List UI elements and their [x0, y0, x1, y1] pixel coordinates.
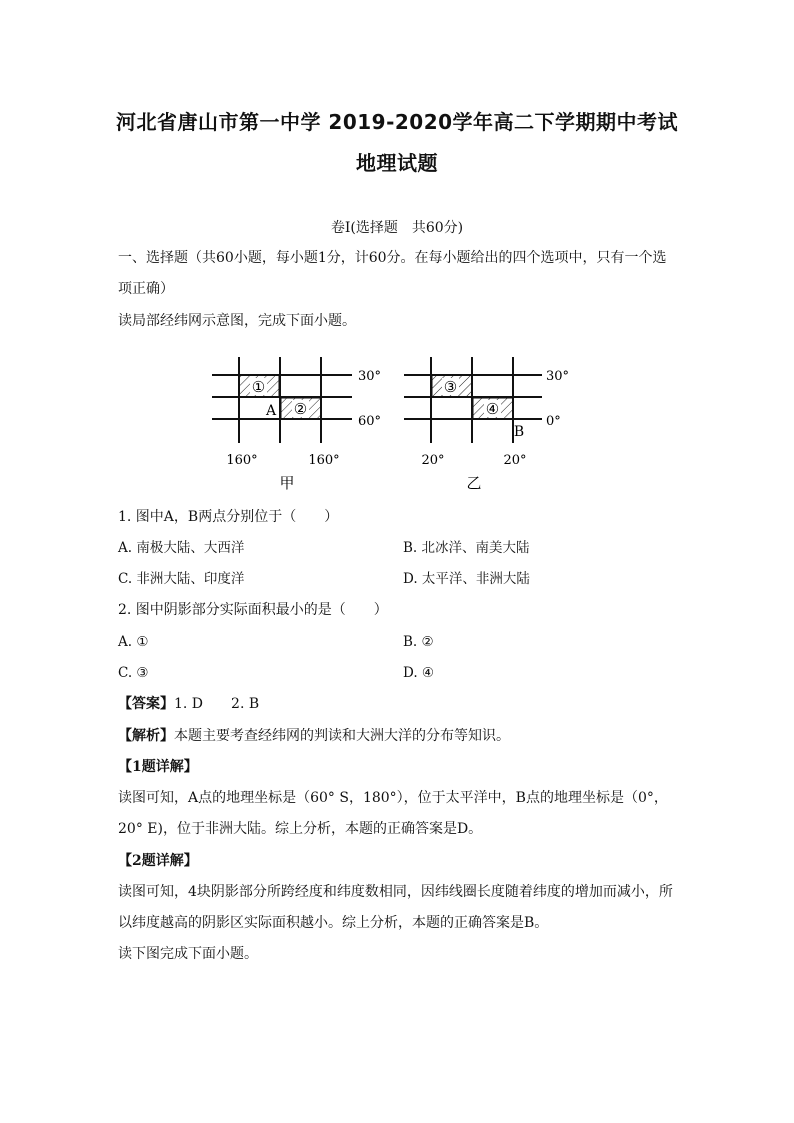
detail-1-label: 【1题详解】	[118, 759, 198, 775]
answer-label: 【答案】	[118, 696, 174, 712]
diagram-jia	[212, 357, 381, 492]
diagram-yi	[404, 357, 569, 492]
detail-2-line2: 以纬度越高的阴影区实际面积越小。综上分析，本题的正确答案是B。	[118, 915, 549, 931]
read-map-instruction: 读局部经纬网示意图，完成下面小题。	[118, 313, 356, 329]
graticule-figure	[0, 345, 794, 495]
question-2-option-a: A. ①	[118, 634, 149, 650]
instructions-line2: 项正确）	[118, 281, 174, 297]
cell-label-2: ②	[293, 400, 308, 418]
lon-label-left: 160°	[226, 453, 258, 468]
cell-label-1: ①	[251, 378, 266, 396]
question-2-option-b: B. ②	[403, 634, 434, 650]
point-label-b: B	[513, 424, 525, 440]
lon-label-right-yi: 20°	[503, 453, 527, 468]
lat-label-30: 30°	[358, 369, 382, 384]
detail-2-label: 【2题详解】	[118, 853, 198, 869]
question-1-option-a: A. 南极大陆、大西洋	[118, 540, 245, 556]
detail-1-line1: 读图可知，A点的地理坐标是（60° S，180°），位于太平洋中，B点的地理坐标是（0°，	[118, 790, 668, 806]
document-title-line2: 地理试题	[356, 151, 438, 175]
document-title-line1: 河北省唐山市第一中学 2019-2020学年高二下学期期中考试	[115, 110, 679, 134]
next-instruction: 读下图完成下面小题。	[118, 946, 258, 962]
cell-label-4: ④	[485, 400, 500, 418]
question-2-option-d: D. ④	[403, 665, 435, 681]
analysis-line	[118, 726, 678, 746]
question-2-stem: 2. 图中阴影部分实际面积最小的是（ ）	[118, 602, 388, 618]
analysis-label: 【解析】	[118, 728, 174, 744]
section-heading: 卷Ⅰ(选择题 共60分)	[330, 220, 464, 236]
detail-1-line2: 20° E)，位于非洲大陆。综上分析，本题的正确答案是D。	[118, 821, 483, 837]
lon-label-left-yi: 20°	[421, 453, 445, 468]
cell-label-3: ③	[443, 378, 458, 396]
point-label-a: A	[265, 403, 277, 419]
lat-label-30-yi: 30°	[546, 369, 570, 384]
instructions-line1: 一、选择题（共60小题，每小题1分，计60分。在每小题给出的四个选项中，只有一个选	[118, 250, 667, 266]
question-1-stem: 1. 图中A，B两点分别位于（ ）	[118, 509, 339, 525]
lat-label-60: 60°	[358, 414, 382, 429]
question-1-option-c: C. 非洲大陆、印度洋	[118, 571, 245, 587]
detail-2-line1: 读图可知，4块阴影部分所跨经度和纬度数相同，因纬线圈长度随着纬度的增加而减小，所	[118, 884, 673, 900]
analysis-text: 本题主要考查经纬网的判读和大洲大洋的分布等知识。	[174, 728, 510, 744]
lat-label-0: 0°	[546, 414, 561, 429]
diagram-caption-yi: 乙	[466, 474, 482, 492]
question-2-option-c: C. ③	[118, 665, 149, 681]
diagram-caption-jia: 甲	[279, 474, 295, 492]
question-1-option-d: D. 太平洋、非洲大陆	[403, 571, 530, 587]
lon-label-right: 160°	[308, 453, 340, 468]
answer-line	[118, 694, 678, 714]
answer-text: 1. D 2. B	[174, 696, 260, 712]
question-1-option-b: B. 北冰洋、南美大陆	[403, 540, 530, 556]
